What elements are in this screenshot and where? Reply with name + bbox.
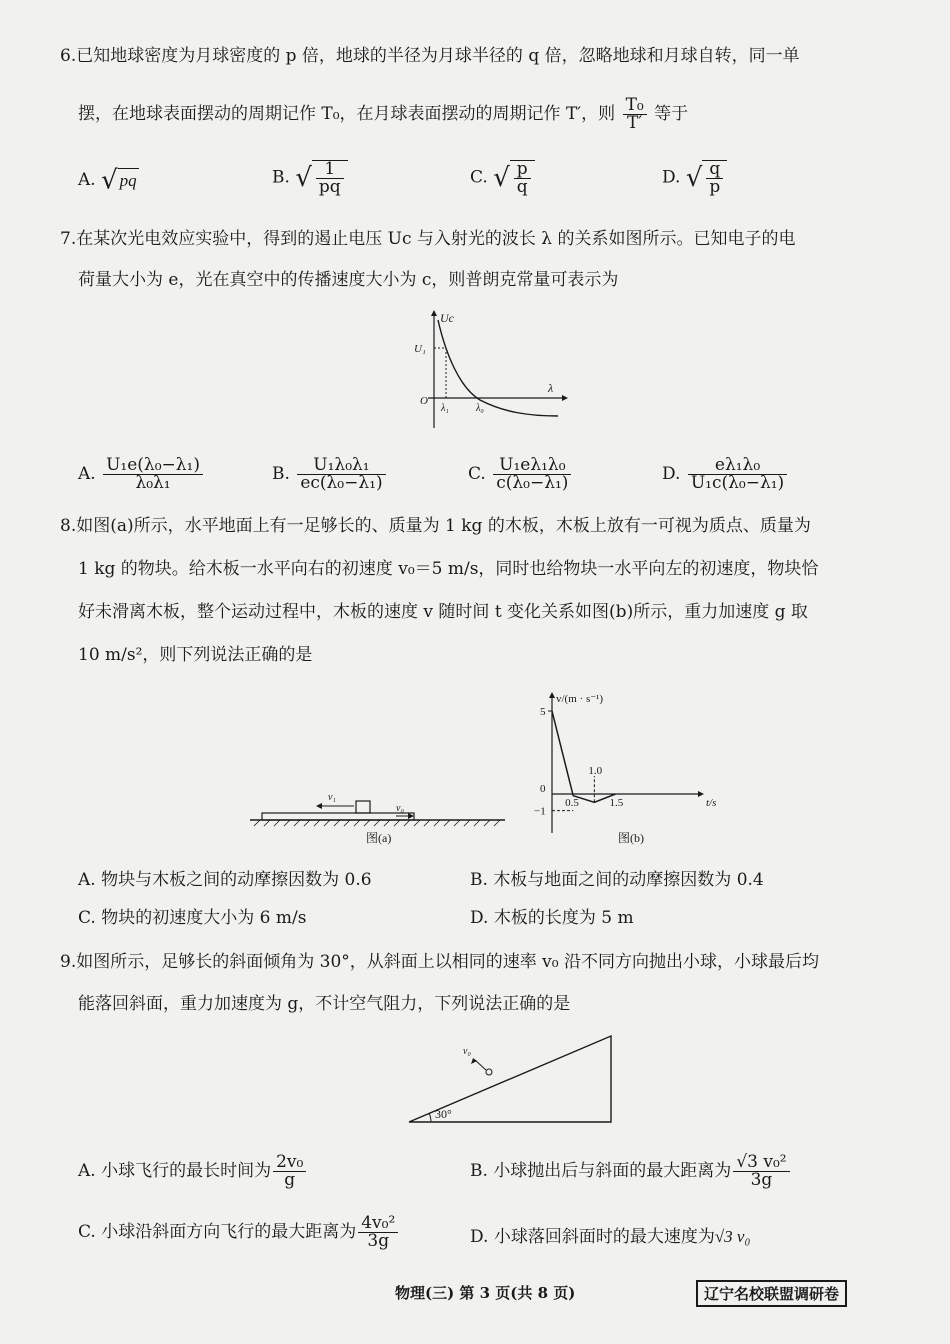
q7-u1-label: U₁ <box>414 343 426 355</box>
q8b-y5-label: 5 <box>540 706 546 718</box>
q6-option-d-label: D. <box>662 167 681 188</box>
q9-option-b-den: 3g <box>750 1170 773 1190</box>
q6-text-1: 已知地球密度为月球密度的 p 倍，地球的半径为月球半径的 q 倍，忽略地球和月球自转，同一单 <box>76 46 800 66</box>
q8-text-1: 如图(a)所示，水平地面上有一足够长的、质量为 1 kg 的木板，木板上放有一可视为质点、质量为 <box>76 516 811 536</box>
q8-line3 <box>78 600 808 624</box>
q6-text-2b: 等于 <box>654 104 689 124</box>
q8b-y-label: v/(m · s⁻¹) <box>556 693 603 705</box>
q7-option-b-den: ec(λ₀−λ₁) <box>300 473 383 493</box>
q7-option-c-den: c(λ₀−λ₁) <box>496 473 569 493</box>
q9-option-b <box>470 1154 792 1189</box>
q6-number: 6. <box>60 46 77 66</box>
q7-option-c-label: C. <box>468 464 486 484</box>
q8b-x-label: t/s <box>706 797 717 809</box>
q7-option-b-label: B. <box>272 464 290 484</box>
q6-option-d-num: q <box>706 161 723 179</box>
q9-option-d-text: 小球落回斜面时的最大速度为 <box>493 1227 715 1247</box>
q7-option-d <box>662 457 789 492</box>
q6-option-b-label: B. <box>272 167 290 188</box>
q7-line2 <box>78 268 618 292</box>
q6-option-b: B. √ $\frac{1}{pq}$ <box>272 160 348 196</box>
q8-figure-b <box>530 688 730 848</box>
q8-arrow-left-icon <box>316 803 322 809</box>
q9-number: 9. <box>60 952 77 972</box>
q9-option-a-den: g <box>284 1170 296 1190</box>
q7-option-a-den: λ₀λ₁ <box>135 473 171 493</box>
q8b-t15-label: 1.5 <box>609 797 624 809</box>
q7-y-label: Uc <box>440 311 454 325</box>
q9-option-b-text: 小球抛出后与斜面的最大距离为 <box>493 1161 732 1181</box>
q6-option-c-label: C. <box>470 167 488 188</box>
q8-option-a-label: A. <box>78 870 96 890</box>
q8-option-d-text: 木板的长度为 5 m <box>493 908 634 928</box>
q7-option-d-den: U₁c(λ₀−λ₁) <box>690 473 785 493</box>
q6-option-c: C. √ $\frac{p}{q}$ <box>470 160 535 196</box>
q8-board <box>262 813 414 820</box>
q8-arrow-right-icon <box>408 813 414 819</box>
q8b-x-arrow-icon <box>698 791 704 797</box>
q9-option-b-num: √3 v₀² <box>733 1154 789 1172</box>
q6-line2 <box>78 97 688 132</box>
q8-option-b-label: B. <box>470 870 488 890</box>
q9-angle-label: 30° <box>435 1107 452 1121</box>
q7-option-a <box>78 457 205 492</box>
q6-ratio-num: T₀ <box>623 97 647 115</box>
q7-option-a-label: A. <box>78 464 96 484</box>
q9-angle-arc <box>429 1113 431 1122</box>
q9-v0-label: v₀ <box>463 1046 471 1057</box>
q6-option-a-sqrt: √ pq <box>101 165 137 196</box>
q8-option-b-text: 木板与地面之间的动摩擦因数为 0.4 <box>493 870 764 890</box>
exam-stamp: 辽宁名校联盟调研卷 <box>696 1280 847 1307</box>
q9-text-2: 能落回斜面，重力加速度为 g，不计空气阻力，下列说法正确的是 <box>78 994 571 1014</box>
q9-text-1: 如图所示，足够长的斜面倾角为 30°，从斜面上以相同的速率 v₀ 沿不同方向抛出小球，小球最后均 <box>76 952 819 972</box>
q9-velocity-arrow-icon <box>471 1058 477 1064</box>
q7-x-arrow-icon <box>562 395 568 401</box>
q9-velocity-arrow <box>475 1060 486 1070</box>
q9-option-d <box>470 1225 750 1249</box>
q6-option-c-den: q <box>516 177 528 197</box>
q8-option-c-text: 物块的初速度大小为 6 m/s <box>101 908 307 928</box>
q7-option-d-label: D. <box>662 464 681 484</box>
page-footer: 物理(三) 第 3 页(共 8 页) <box>395 1284 576 1302</box>
q8-line1 <box>60 514 811 538</box>
q8-v0-label: v₀ <box>396 803 404 814</box>
q8-option-a <box>78 868 372 892</box>
q7-text-1: 在某次光电效应实验中，得到的遏止电压 Uc 与入射光的波长 λ 的关系如图所示。已知电子的电 <box>76 229 796 249</box>
q8b-origin-label: 0 <box>540 783 546 795</box>
q8-line4 <box>78 643 312 667</box>
q9-option-d-tail: √3 v₀ <box>714 1227 751 1246</box>
q6-ratio-den: T′ <box>627 113 643 133</box>
q7-option-d-num: eλ₁λ₀ <box>688 457 787 475</box>
q8-option-b <box>470 868 764 892</box>
q9-incline-figure <box>405 1030 615 1126</box>
q9-line2 <box>78 992 570 1016</box>
q7-curve <box>438 320 558 416</box>
q7-x-label: λ <box>548 381 554 395</box>
q8-text-3: 好未滑离木板，整个运动过程中，木板的速度 v 随时间 t 变化关系如图(b)所示，重力加速度 g 取 <box>78 602 808 622</box>
q7-option-b-num: U₁λ₀λ₁ <box>297 457 385 475</box>
q6-option-b-den: pq <box>318 177 341 197</box>
q8-option-c <box>78 906 306 930</box>
q8-line2 <box>78 557 818 581</box>
q6-text-2a: 摆，在地球表面摆动的周期记作 T₀，在月球表面摆动的周期记作 T′，则 <box>78 104 616 124</box>
q8b-t05-label: 0.5 <box>565 797 579 809</box>
q6-option-a-expr: pq <box>119 171 137 190</box>
q7-option-b <box>272 457 388 492</box>
q9-ball <box>486 1069 492 1075</box>
q8b-ym1-label: −1 <box>534 805 546 818</box>
q8b-y-arrow-icon <box>549 692 555 698</box>
q9-line1 <box>60 950 819 974</box>
q7-option-a-num: U₁e(λ₀−λ₁) <box>103 457 203 475</box>
q8-text-2: 1 kg 的物块。给木板一水平向右的初速度 v₀＝5 m/s，同时也给物块一水平向左的初速度，物块恰 <box>78 559 819 579</box>
q8-number: 8. <box>60 516 77 536</box>
q7-number: 7. <box>60 229 77 249</box>
q6-option-a <box>78 165 139 196</box>
q8-option-a-text: 物块与木板之间的动摩擦因数为 0.6 <box>101 870 372 890</box>
q8-figure-a <box>250 780 510 850</box>
q8-ground-hatch <box>254 820 500 826</box>
q6-option-b-num: 1 <box>316 161 344 179</box>
q7-line1 <box>60 227 795 251</box>
q6-option-d-den: p <box>709 177 721 197</box>
q9-option-a-text: 小球飞行的最长时间为 <box>101 1161 272 1181</box>
q7-l1-label: λ₁ <box>441 403 449 414</box>
q9-option-c <box>78 1215 400 1250</box>
q9-option-c-label: C. <box>78 1222 96 1242</box>
q8-block <box>356 801 370 813</box>
q9-option-a-label: A. <box>78 1161 96 1181</box>
q8-option-c-label: C. <box>78 908 96 928</box>
q6-ratio <box>623 97 647 132</box>
q7-option-c-num: U₁eλ₁λ₀ <box>493 457 571 475</box>
q7-text-2: 荷量大小为 e，光在真空中的传播速度大小为 c，则普朗克常量可表示为 <box>78 270 619 290</box>
q6-option-a-label: A. <box>78 170 96 190</box>
q8b-velocity-line <box>552 711 616 802</box>
q8-v1-label: v₁ <box>328 792 336 803</box>
q6-option-c-num: p <box>514 161 531 179</box>
q9-option-b-label: B. <box>470 1161 488 1181</box>
q8b-t10-label: 1.0 <box>588 765 603 777</box>
q7-origin-label: O <box>420 395 428 407</box>
q8-option-d-label: D. <box>470 908 489 928</box>
q9-option-c-num: 4v₀² <box>358 1215 398 1233</box>
q6-option-d: D. √ $\frac{q}{p}$ <box>662 160 727 196</box>
q8-text-4: 10 m/s²，则下列说法正确的是 <box>78 645 313 665</box>
q9-option-a-num: 2v₀ <box>273 1154 306 1172</box>
q7-option-c <box>468 457 573 492</box>
q9-option-d-label: D. <box>470 1227 489 1247</box>
q7-y-arrow-icon <box>431 310 437 316</box>
q9-option-a <box>78 1154 308 1189</box>
q9-option-c-den: 3g <box>367 1231 390 1251</box>
q7-graph <box>408 310 568 430</box>
q7-l0-label: λ₀ <box>476 403 484 414</box>
q8-option-d <box>470 906 634 930</box>
q6-line1 <box>60 44 800 68</box>
q8-fig-a-caption: 图(a) <box>366 831 392 845</box>
q8-fig-b-caption: 图(b) <box>618 831 644 845</box>
q9-option-c-text: 小球沿斜面方向飞行的最大距离为 <box>101 1222 357 1242</box>
